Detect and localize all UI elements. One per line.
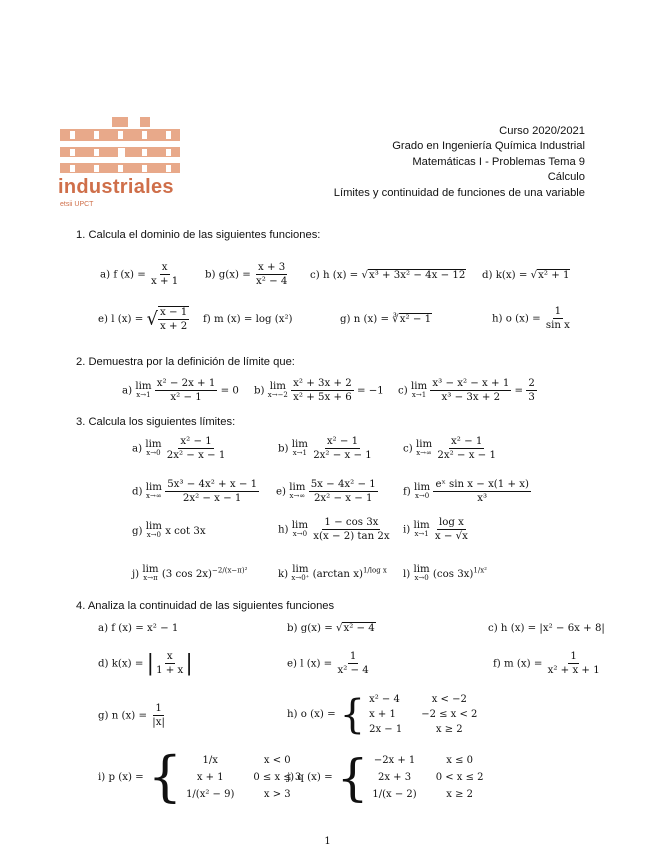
q4-item-f: f) m (x) = $\frac{1}{\text{x² + x + 1}}$ <box>493 651 600 676</box>
q3-item-k: k) lim x→0⁺ (arctan x)$^{1/log x}$ <box>278 564 387 582</box>
question-3-title: 3. Calcula los siguientes límites: <box>76 416 236 428</box>
q3-item-b: b) lim x→1 $\frac{\text{x² − 1}}{\text{2x² − x − 1}}$ <box>278 436 372 461</box>
q1-item-f: f) m (x) = log (x²) <box>203 314 293 325</box>
q2-item-a: a) lim x→1 $\frac{\text{x² − 2x + 1}}{\text{x² − 1}}$ = 0 <box>122 378 239 403</box>
q3-item-c: c) lim x→∞ $\frac{\text{x² − 1}}{\text{2x² − x − 1}}$ <box>403 436 496 461</box>
header-line: Matemáticas I - Problemas Tema 9 <box>412 155 585 168</box>
q1-item-d: d) k(x) = √x² + 1 <box>482 270 570 281</box>
q4-item-h: h) o (x) = { x² − 4 x < −2 x + 1 −2 ≤ x < 2 2x − 1 x ≥ 2 <box>287 691 478 738</box>
q1-item-a: a) f (x) = $\frac{x}{x + 1}$ <box>100 262 179 287</box>
page-number: 1 <box>324 836 331 847</box>
q3-item-e: e) lim x→∞ $\frac{\text{5x − 4x² − 1}}{\text{2x² − x − 1}}$ <box>276 479 376 504</box>
q2-item-c: c) lim x→1 $\frac{\text{x³ − x² − x + 1}}{\text{x³ − 3x + 2}}$ = $\frac{2}{3}$ <box>398 378 535 403</box>
course-header <box>334 124 585 201</box>
q3-item-j: j) lim x→π (3 cos 2x)$^{-2/(x-\pi)^2}$ <box>132 564 248 582</box>
q1-item-b: b) g(x) = $\frac{x + 3}{\text{x² − 4}}$ <box>205 262 288 287</box>
q1-item-g: g) n (x) = ∛x² − 1 <box>340 314 432 325</box>
q3-item-a: a) lim x→0 $\frac{\text{x² − 1}}{\text{2x² − x − 1}}$ <box>132 436 226 461</box>
q4-item-d: d) k(x) = | $\frac{x}{1 + x}$ | <box>98 651 193 676</box>
q3-item-d: d) lim x→∞ $\frac{\text{5x³ − 4x² + x − 1}}{\text{2x² − x − 1}}$ <box>132 479 258 504</box>
header-line: Cálculo <box>547 171 585 184</box>
q4-item-e: e) l (x) = $\frac{1}{\text{x² − 4}}$ <box>287 651 369 676</box>
logo-building-icon <box>60 117 180 175</box>
q1-item-e: e) l (x) = √ $\frac{x - 1}{x + 2}$ <box>98 307 188 332</box>
q2-item-b: b) lim x→−2 $\frac{\text{x² + 3x + 2}}{\text{x² + 5x + 6}}$ = −1 <box>254 378 384 403</box>
q4-item-a: a) f (x) = x² − 1 <box>98 623 179 634</box>
q3-item-i: i) lim x→1 $\frac{\text{log x}}{x - √x}$ <box>403 517 468 542</box>
logo-subtitle: etsii UPCT <box>60 201 94 208</box>
q3-item-g: g) lim x→0 x cot 3x <box>132 521 206 539</box>
question-1-title: 1. Calcula el dominio de las siguientes funciones: <box>76 229 321 241</box>
logo-text: industriales <box>58 176 174 198</box>
header-line: Límites y continuidad de funciones de una variable <box>333 186 585 199</box>
q4-item-j: j) q (x) = { −2x + 1 x ≤ 0 2x + 3 0 < x ≤ 2 1/(x − 2) x ≥ 2 <box>287 748 484 807</box>
q4-item-g: g) n (x) = $\frac{1}{|x|}$ <box>98 703 165 728</box>
question-4-title: 4. Analiza la continuidad de las siguientes funciones <box>76 600 335 612</box>
q1-item-h: h) o (x) = $\frac{1}{\text{sin x}}$ <box>492 306 570 331</box>
q1-item-c: c) h (x) = √x³ + 3x² − 4x − 12 <box>310 270 466 281</box>
q4-item-b: b) g(x) = √x² − 4 <box>287 623 375 634</box>
question-2-title: 2. Demuestra por la definición de límite que: <box>76 356 295 368</box>
header-line: Curso 2020/2021 <box>499 125 585 137</box>
q4-item-c: c) h (x) = |x² − 6x + 8| <box>488 623 605 634</box>
q3-item-f: f) lim x→0 $\frac{\text{eˣ sin x − x(1 + x)}}{\text{x³}}$ <box>403 479 530 504</box>
q3-item-h: h) lim x→0 $\frac{1 - \cos 3x}{x(x - 2) \tan 2x}$ <box>278 517 390 542</box>
q4-item-i: i) p (x) = { 1/x x < 0 x + 1 0 ≤ x ≤ 3 1/(x² − 9) x > 3 <box>98 745 302 808</box>
header-line: Grado en Ingeniería Química Industrial <box>392 140 585 153</box>
q3-item-l: l) lim x→0 (cos 3x)$^{1/x^2}$ <box>403 564 487 582</box>
